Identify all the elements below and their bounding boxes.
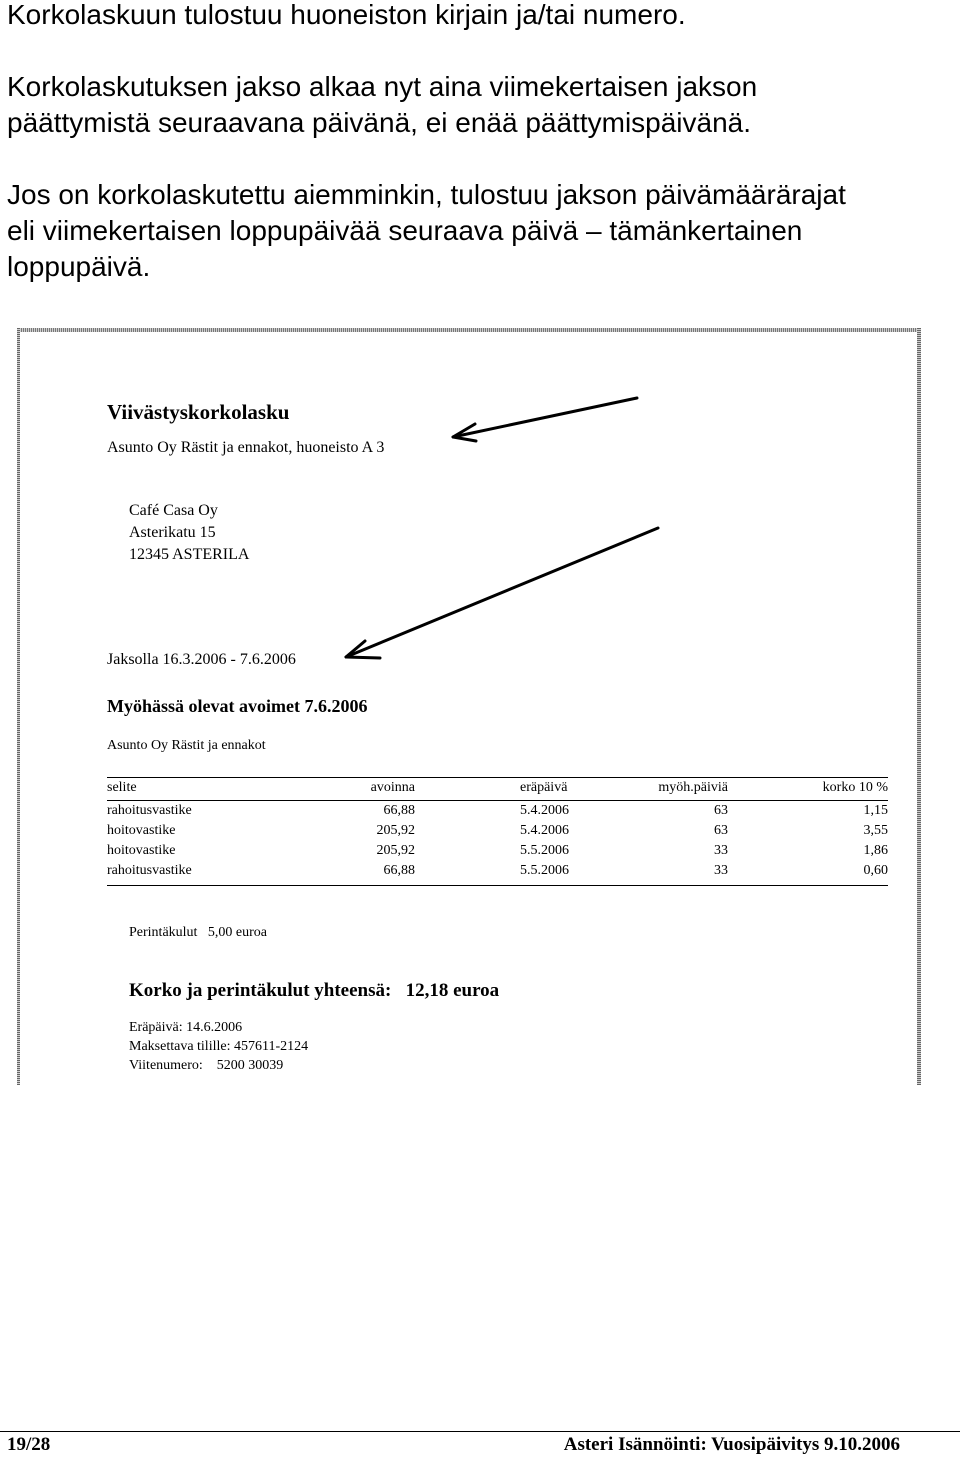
cell-selite: hoitovastike (107, 843, 176, 858)
date-range-paragraph (7, 177, 846, 285)
cell-erapaiva: 5.5.2006 (520, 863, 569, 878)
header-erapaiva: eräpäivä (520, 780, 568, 795)
cell-korko: 3,55 (863, 823, 888, 838)
invoice-title: Viivästyskorkolasku (107, 400, 290, 424)
cell-myoh: 63 (714, 823, 728, 838)
due-date: Eräpäivä: 14.6.2006 (129, 1020, 243, 1035)
cell-selite: rahoitusvastike (107, 863, 192, 878)
arrow-to-subtitle (453, 398, 637, 441)
company-name: Asunto Oy Rästit ja ennakot (107, 738, 266, 753)
date-range-line-2: eli viimekertaisen loppupäivää seuraava päivä – tämänkertainen (7, 215, 803, 246)
cell-erapaiva: 5.5.2006 (520, 843, 569, 858)
recipient-postal: 12345 ASTERILA (129, 546, 250, 563)
cell-selite: hoitovastike (107, 823, 176, 838)
page-number: 19/28 (7, 1434, 51, 1455)
arrow-to-period (346, 528, 658, 658)
header-avoinna: avoinna (370, 780, 415, 795)
overdue-heading: Myöhässä olevat avoimet 7.6.2006 (107, 696, 368, 716)
cell-korko: 0,60 (863, 863, 888, 878)
date-range-line-3: loppupäivä. (7, 251, 151, 282)
period-line-2: päättymistä seuraavana päivänä, ei enää päättymispäivänä. (7, 107, 752, 138)
cell-myoh: 63 (714, 803, 728, 818)
date-range-line-1: Jos on korkolaskutettu aiemminkin, tulostuu jakson päivämäärärajat (7, 179, 846, 210)
payment-account: Maksettava tilille: 457611-2124 (129, 1039, 309, 1054)
cell-korko: 1,15 (863, 803, 888, 818)
period-paragraph (7, 69, 757, 141)
cell-korko: 1,86 (863, 843, 888, 858)
footer-title: Asteri Isännöinti: Vuosipäivitys 9.10.2006 (563, 1434, 900, 1455)
cell-myoh: 33 (714, 863, 728, 878)
reference-number: Viitenumero: 5200 30039 (129, 1058, 284, 1073)
table-row (107, 823, 888, 843)
cell-avoinna: 66,88 (383, 863, 415, 878)
cell-erapaiva: 5.4.2006 (520, 803, 569, 818)
period-text: Jaksolla 16.3.2006 - 7.6.2006 (107, 651, 296, 668)
header-myoh: myöh.päiviä (658, 780, 728, 795)
total-line: Korko ja perintäkulut yhteensä: 12,18 euroa (129, 980, 500, 1001)
recipient-street: Asterikatu 15 (129, 524, 216, 541)
header-selite: selite (107, 780, 137, 795)
footer-rule (0, 1431, 960, 1432)
intro-paragraph: Korkolaskuun tulostuu huoneiston kirjain ja/tai numero. (7, 0, 686, 30)
table-row (107, 863, 888, 883)
period-line-1: Korkolaskutuksen jakso alkaa nyt aina viimekertaisen jakson (7, 71, 758, 102)
cell-avoinna: 66,88 (383, 803, 415, 818)
invoice-screenshot (17, 328, 921, 1085)
collection-costs: Perintäkulut 5,00 euroa (129, 925, 268, 940)
cell-myoh: 33 (714, 843, 728, 858)
table-row (107, 803, 888, 823)
table-row (107, 843, 888, 863)
cell-avoinna: 205,92 (376, 843, 415, 858)
cell-selite: rahoitusvastike (107, 803, 192, 818)
cell-erapaiva: 5.4.2006 (520, 823, 569, 838)
invoice-subtitle: Asunto Oy Rästit ja ennakot, huoneisto A 3 (107, 439, 385, 456)
table-header-rule (107, 800, 888, 801)
table-bottom-rule (107, 885, 888, 886)
recipient-name: Café Casa Oy (129, 502, 218, 519)
table-header-row (107, 780, 888, 800)
header-korko: korko 10 % (822, 780, 888, 795)
table-top-rule (107, 777, 888, 778)
cell-avoinna: 205,92 (376, 823, 415, 838)
